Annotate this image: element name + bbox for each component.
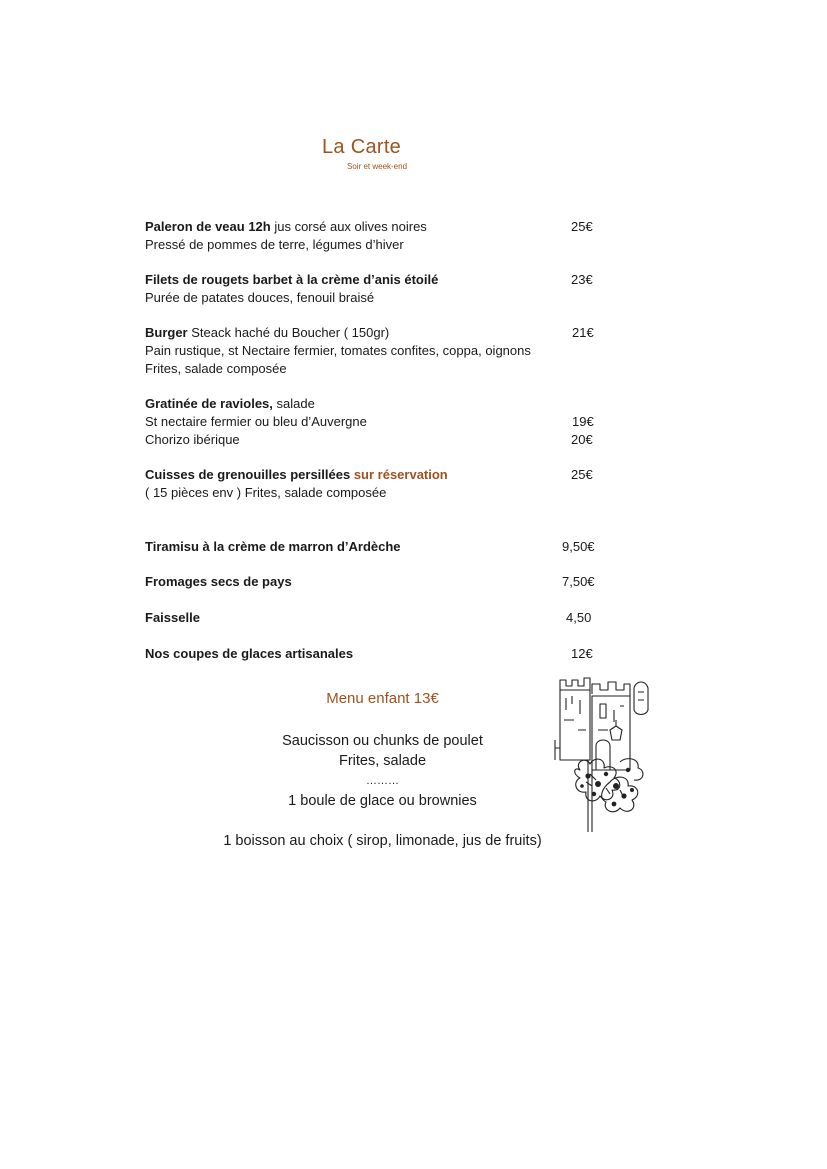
dish-option-price: 20€	[571, 432, 593, 447]
kids-menu-line: 1 boule de glace ou brownies	[288, 793, 477, 809]
dish-price: 25€	[571, 467, 593, 482]
dish-name: Paleron de veau 12h	[145, 219, 271, 234]
menu-subtitle: Soir et week-end	[347, 162, 408, 171]
dessert-price: 12€	[571, 646, 593, 661]
kids-menu-line: Saucisson ou chunks de poulet	[282, 733, 483, 749]
reservation-note: sur réservation	[350, 467, 448, 482]
dessert-price: 4,50	[566, 610, 592, 625]
dish-detail: Purée de patates douces, fenouil braisé	[145, 290, 375, 305]
kids-menu-title: Menu enfant 13€	[326, 690, 439, 707]
dessert-price: 9,50€	[562, 539, 595, 554]
dish-option-price: 19€	[572, 414, 594, 429]
dish-detail: Pressé de pommes de terre, légumes d’hiver	[145, 237, 404, 252]
dessert-price: 7,50€	[562, 574, 595, 589]
dish-detail: ( 15 pièces env ) Frites, salade composée	[145, 485, 387, 500]
dish-description: Steack haché du Boucher ( 150gr)	[187, 325, 390, 340]
dish-description: salade	[272, 396, 315, 411]
dish-price: 25€	[571, 219, 593, 234]
dish-price: 23€	[571, 272, 593, 287]
dish-option: St nectaire fermier ou bleu d’Auvergne	[145, 414, 367, 429]
kids-menu-separator: ………	[366, 775, 399, 787]
dish-name: Filets de rougets barbet à la crème d’anis étoilé	[145, 272, 439, 287]
dish-detail: Frites, salade composée	[145, 361, 287, 376]
dessert-name: Nos coupes de glaces artisanales	[145, 646, 354, 661]
menu-title: La Carte	[322, 136, 402, 158]
dish-name: Burger	[145, 325, 188, 340]
dessert-name: Tiramisu à la crème de marron d’Ardèche	[145, 539, 401, 554]
dish-name: Gratinée de ravioles,	[145, 396, 273, 411]
castle-tower-sketch-icon	[550, 670, 660, 835]
dish-name: Cuisses de grenouilles persillées	[145, 467, 351, 482]
kids-menu-line: Frites, salade	[338, 753, 427, 769]
dish-detail: Pain rustique, st Nectaire fermier, tomates confites, coppa, oignons	[145, 343, 531, 358]
dish-price: 21€	[572, 325, 594, 340]
dessert-name: Faisselle	[145, 610, 200, 625]
kids-menu-line: 1 boisson au choix ( sirop, limonade, jus de fruits)	[223, 833, 542, 849]
dish-description: jus corsé aux olives noires	[270, 219, 427, 234]
dessert-name: Fromages secs de pays	[145, 574, 292, 589]
dish-option: Chorizo ibérique	[145, 432, 240, 447]
